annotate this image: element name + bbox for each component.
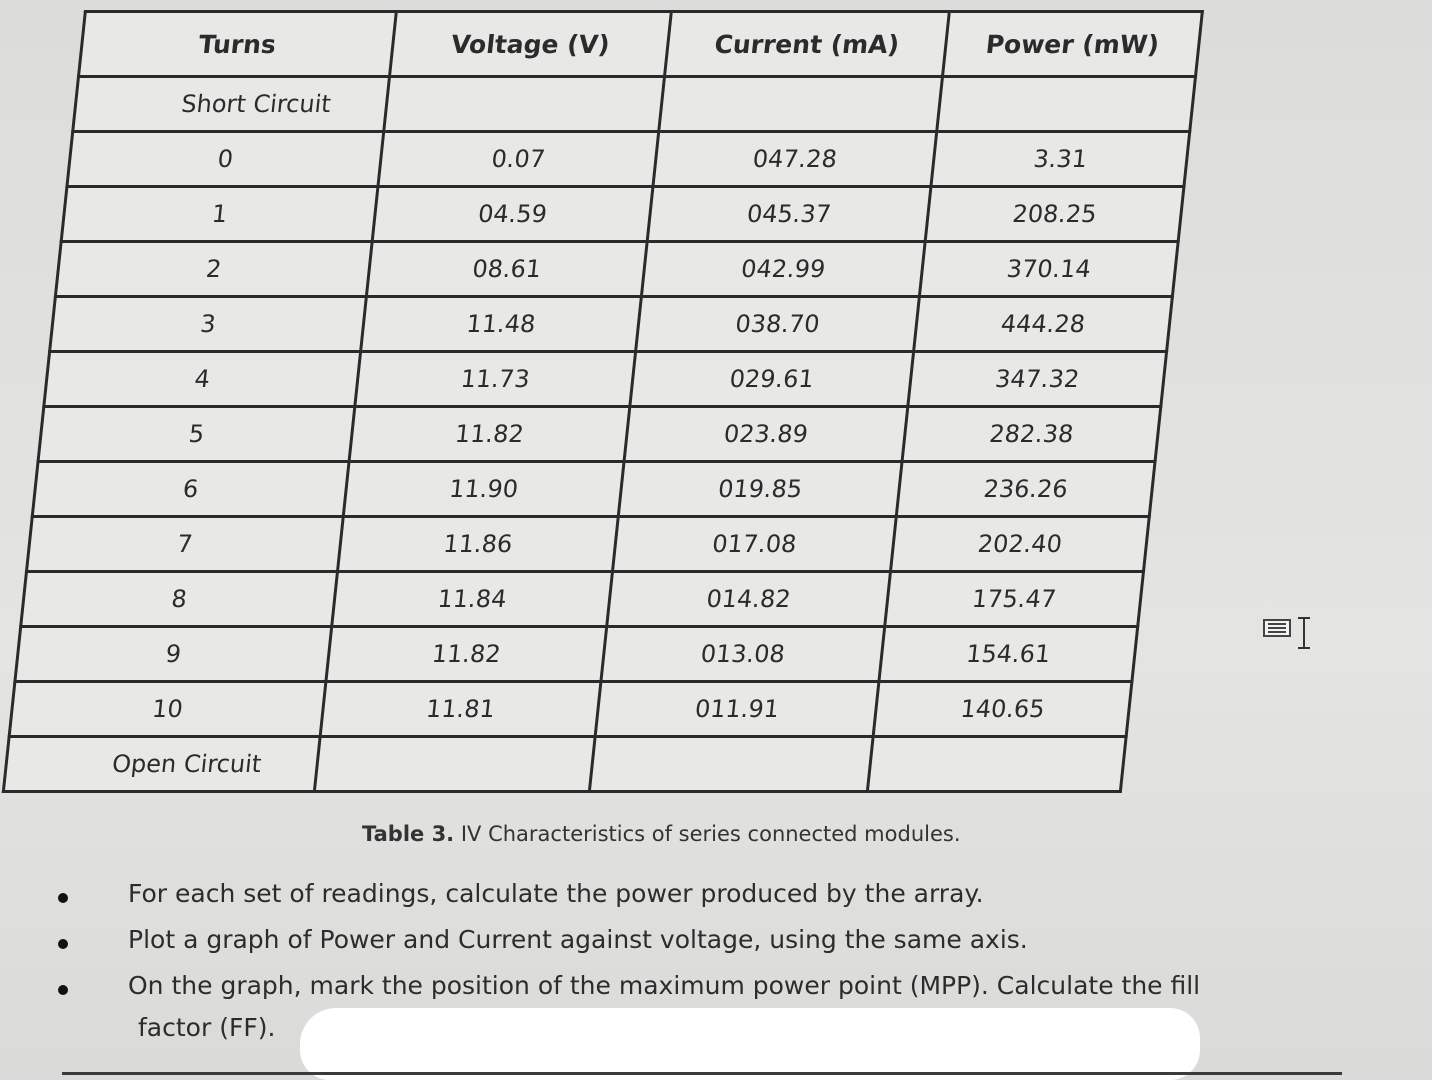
table-row xyxy=(9,682,1132,737)
bullet-continuation-text: factor (FF). xyxy=(138,1013,276,1042)
cell-current: 011.91 xyxy=(595,682,879,737)
cell-current: 017.08 xyxy=(612,517,896,572)
cell-voltage xyxy=(384,77,665,132)
cell-current: 038.70 xyxy=(636,297,920,352)
header-voltage: Voltage (V) xyxy=(390,12,672,77)
bullet-text: Plot a graph of Power and Current against voltage, using the same axis. xyxy=(128,925,1028,954)
cell-turns: 9 xyxy=(15,627,332,682)
cell-turns: 10 xyxy=(9,682,326,737)
table-row xyxy=(15,627,1138,682)
cell-current: 029.61 xyxy=(630,352,914,407)
cell-power: 154.61 xyxy=(879,627,1138,682)
cell-turns: 7 xyxy=(26,517,343,572)
caption-label: Table 3. xyxy=(362,822,455,846)
bullet-icon xyxy=(58,939,68,949)
cell-current: 042.99 xyxy=(641,242,925,297)
cell-current: 045.37 xyxy=(647,187,931,242)
list-item xyxy=(50,967,1350,1013)
cell-turns: 0 xyxy=(67,132,384,187)
cell-voltage: 11.81 xyxy=(320,682,601,737)
bullet-icon xyxy=(58,985,68,995)
cell-voltage: 11.86 xyxy=(337,517,618,572)
cell-voltage: 11.90 xyxy=(343,462,624,517)
cell-voltage: 11.82 xyxy=(326,627,607,682)
header-turns: Turns xyxy=(79,12,397,77)
cell-turns: 8 xyxy=(21,572,338,627)
cell-current: 014.82 xyxy=(607,572,891,627)
table-row xyxy=(55,242,1178,297)
list-item xyxy=(50,875,1350,921)
cell-current: 013.08 xyxy=(601,627,885,682)
cell-power: 202.40 xyxy=(890,517,1149,572)
iv-table-wrapper xyxy=(2,10,1204,793)
table-row xyxy=(26,517,1149,572)
cell-voltage: 11.73 xyxy=(355,352,636,407)
cell-turns: 2 xyxy=(55,242,372,297)
cell-power: 140.65 xyxy=(873,682,1132,737)
text-cursor-icon xyxy=(1262,614,1322,654)
cell-power: 444.28 xyxy=(914,297,1173,352)
table-header-row xyxy=(79,12,1203,77)
cell-voltage: 04.59 xyxy=(372,187,653,242)
cell-current xyxy=(659,77,943,132)
table-row xyxy=(32,462,1155,517)
cell-turns: Open Circuit xyxy=(3,737,320,792)
table-row xyxy=(67,132,1190,187)
cell-power: 3.31 xyxy=(931,132,1190,187)
table-row xyxy=(44,352,1167,407)
list-item xyxy=(50,921,1350,967)
cell-voltage: 08.61 xyxy=(366,242,647,297)
redaction-mark xyxy=(300,1008,1200,1080)
caption-text: IV Characteristics of series connected modules. xyxy=(454,822,961,846)
cell-voltage: 11.82 xyxy=(349,407,630,462)
table-row xyxy=(38,407,1161,462)
cell-turns: Short Circuit xyxy=(73,77,390,132)
cell-voltage xyxy=(314,737,595,792)
cell-voltage: 11.84 xyxy=(332,572,613,627)
cell-turns: 6 xyxy=(32,462,349,517)
cell-voltage: 11.48 xyxy=(361,297,642,352)
table-row xyxy=(50,297,1173,352)
table-row xyxy=(3,737,1126,792)
cell-power: 347.32 xyxy=(908,352,1167,407)
cell-turns: 5 xyxy=(38,407,355,462)
bullet-text: On the graph, mark the position of the maximum power point (MPP). Calculate the fill xyxy=(128,971,1201,1000)
cell-current: 047.28 xyxy=(653,132,937,187)
table-row xyxy=(73,77,1196,132)
cell-current: 023.89 xyxy=(624,407,908,462)
header-current: Current (mA) xyxy=(665,12,950,77)
table-row xyxy=(21,572,1144,627)
cell-turns: 3 xyxy=(50,297,367,352)
bullet-text: For each set of readings, calculate the power produced by the array. xyxy=(128,879,984,908)
table-caption xyxy=(362,822,961,846)
iv-characteristics-table xyxy=(2,10,1204,793)
header-power: Power (mW) xyxy=(943,12,1203,77)
table-row xyxy=(61,187,1184,242)
cell-power xyxy=(937,77,1196,132)
cell-turns: 4 xyxy=(44,352,361,407)
bullet-icon xyxy=(58,893,68,903)
cell-power: 208.25 xyxy=(925,187,1184,242)
cell-current xyxy=(589,737,873,792)
cell-power: 175.47 xyxy=(885,572,1144,627)
divider xyxy=(62,1072,1342,1075)
cell-power: 370.14 xyxy=(919,242,1178,297)
cell-power xyxy=(867,737,1126,792)
cell-voltage: 0.07 xyxy=(378,132,659,187)
cell-power: 236.26 xyxy=(896,462,1155,517)
cell-turns: 1 xyxy=(61,187,378,242)
cell-current: 019.85 xyxy=(618,462,902,517)
cell-power: 282.38 xyxy=(902,407,1161,462)
